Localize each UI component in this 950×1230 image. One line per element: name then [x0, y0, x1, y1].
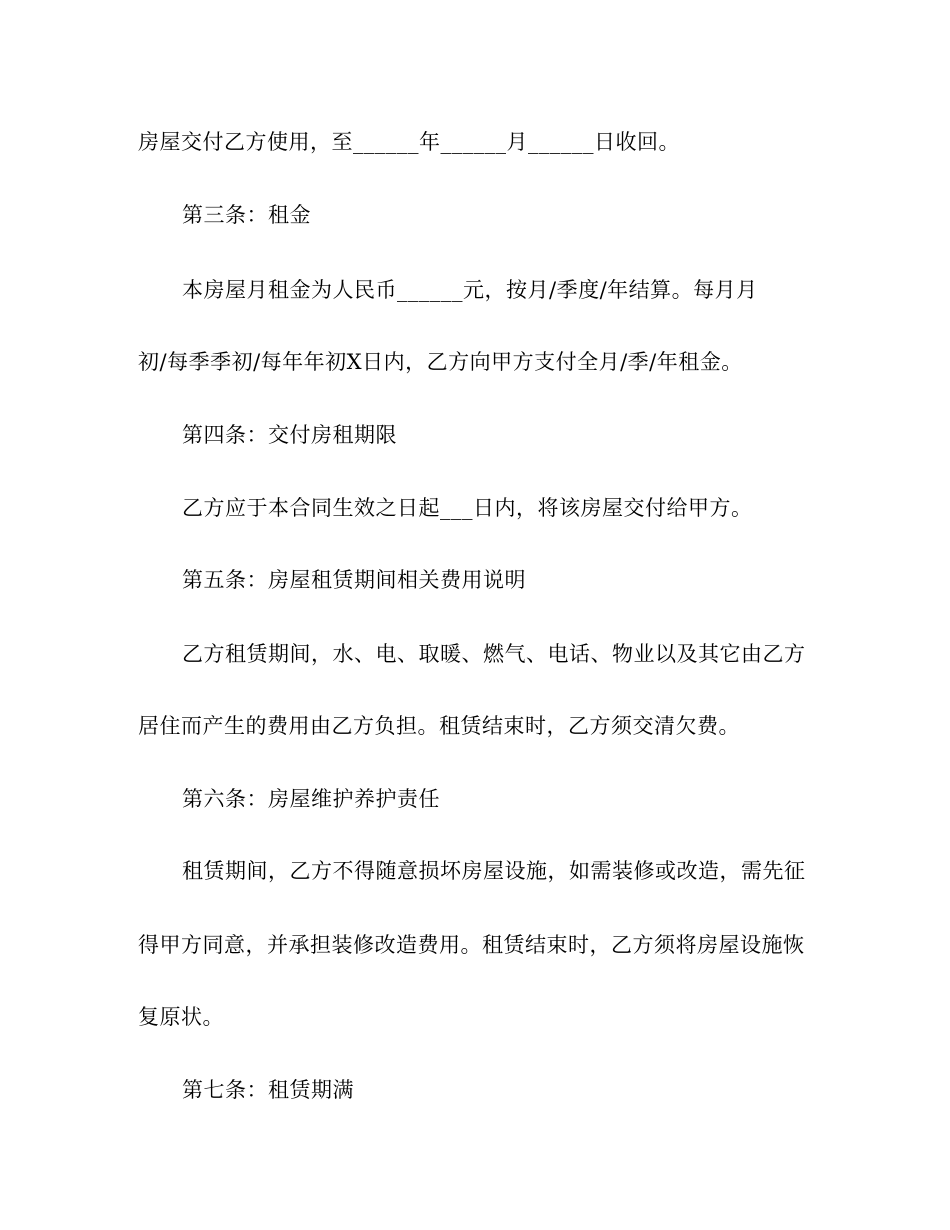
text-line-return-date: 房屋交付乙方使用，至______年______月______日收回。 — [138, 130, 680, 154]
text-line-expenses-responsibility: 居住而产生的费用由乙方负担。租赁结束时，乙方须交清欠费。 — [138, 714, 740, 738]
text-line-monthly-rent: 本房屋月租金为人民币______元，按月/季度/年结算。每月月 — [182, 278, 758, 302]
text-line-restore-original: 复原状。 — [138, 1005, 224, 1029]
heading-article-3-rent: 第三条：租金 — [182, 203, 311, 227]
heading-article-5-expenses: 第五条：房屋租赁期间相关费用说明 — [182, 568, 526, 592]
text-line-delivery-days: 乙方应于本合同生效之日起___日内，将该房屋交付给甲方。 — [182, 496, 753, 520]
text-line-maintenance-consent: 得甲方同意，并承担装修改造费用。租赁结束时，乙方须将房屋设施恢 — [138, 933, 805, 957]
heading-article-6-maintenance: 第六条：房屋维护养护责任 — [182, 787, 440, 811]
heading-article-4-payment-deadline: 第四条：交付房租期限 — [182, 423, 397, 447]
text-line-payment-schedule: 初/每季季初/每年年初X日内，乙方向甲方支付全月/季/年租金。 — [138, 350, 743, 374]
text-line-expenses-list: 乙方租赁期间，水、电、取暖、燃气、电话、物业以及其它由乙方 — [182, 642, 806, 666]
text-line-maintenance-rule: 租赁期间，乙方不得随意损坏房屋设施，如需装修或改造，需先征 — [182, 859, 806, 883]
heading-article-7-lease-expiry: 第七条：租赁期满 — [182, 1078, 354, 1102]
